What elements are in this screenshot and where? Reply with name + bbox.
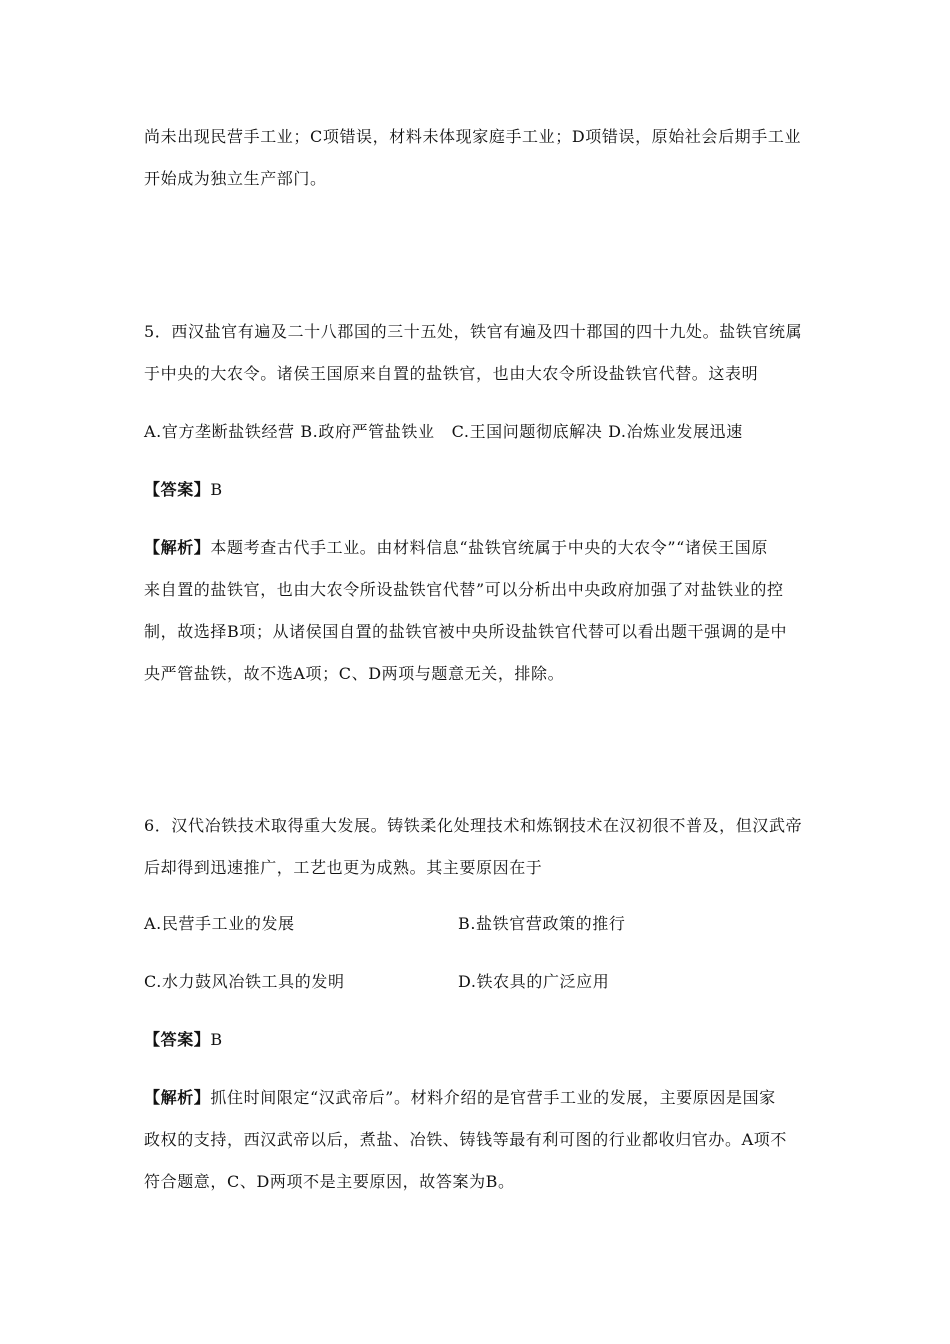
q6-option-c: C.水力鼓风冶铁工具的发明 [144, 972, 345, 991]
q6-answer [144, 1029, 824, 1051]
q5-answer-label: 【答案】 [144, 480, 211, 499]
q6-analysis-label: 【解析】 [144, 1088, 211, 1107]
q5-answer [144, 479, 824, 501]
q5-answer-value: B [210, 480, 223, 499]
q6-stem-line-1: 6．汉代冶铁技术取得重大发展。铸铁柔化处理技术和炼钢技术在汉初很不普及，但汉武帝 [144, 816, 803, 835]
q6-option-a: A.民营手工业的发展 [144, 914, 295, 933]
q5-analysis-line-1 [144, 537, 824, 559]
q5-analysis-line-3: 制，故选择B项；从诸侯国自置的盐铁官被中央所设盐铁官代替可以看出题干强调的是中 [144, 622, 788, 641]
prev-analysis-line-1: 尚未出现民营手工业；C项错误，材料未体现家庭手工业；D项错误，原始社会后期手工业 [144, 127, 802, 146]
prev-analysis-line-2: 开始成为独立生产部门。 [144, 169, 327, 188]
q6-option-d: D.铁农具的广泛应用 [458, 972, 610, 991]
q5-analysis-text-1: 本题考查古代手工业。由材料信息“盐铁官统属于中央的大农令”“诸侯王国原 [210, 538, 768, 557]
q6-analysis-line-1 [144, 1087, 824, 1109]
q5-analysis-line-2: 来自置的盐铁官，也由大农令所设盐铁官代替”可以分析出中央政府加强了对盐铁业的控 [144, 580, 784, 599]
q5-analysis-line-4: 央严管盐铁，故不选A项；C、D两项与题意无关，排除。 [144, 664, 565, 683]
q6-stem-line-2: 后却得到迅速推广，工艺也更为成熟。其主要原因在于 [144, 858, 543, 877]
q6-answer-label: 【答案】 [144, 1030, 211, 1049]
q6-analysis-line-3: 符合题意，C、D两项不是主要原因，故答案为B。 [144, 1172, 515, 1191]
q6-analysis-line-2: 政权的支持，西汉武帝以后，煮盐、冶铁、铸钱等最有利可图的行业都收归官办。A项不 [144, 1130, 787, 1149]
q5-stem-line-1: 5．西汉盐官有遍及二十八郡国的三十五处，铁官有遍及四十郡国的四十九处。盐铁官统属 [144, 322, 803, 341]
q6-analysis-text-1: 抓住时间限定“汉武帝后”。材料介绍的是官营手工业的发展，主要原因是国家 [210, 1088, 776, 1107]
q6-option-b: B.盐铁官营政策的推行 [458, 914, 626, 933]
q5-options: A.官方垄断盐铁经营 B.政府严管盐铁业 C.王国问题彻底解决 D.冶炼业发展迅速 [144, 422, 743, 441]
q5-analysis-label: 【解析】 [144, 538, 211, 557]
q6-answer-value: B [210, 1030, 223, 1049]
q5-stem-line-2: 于中央的大农令。诸侯王国原来自置的盐铁官，也由大农令所设盐铁官代替。这表明 [144, 364, 759, 383]
